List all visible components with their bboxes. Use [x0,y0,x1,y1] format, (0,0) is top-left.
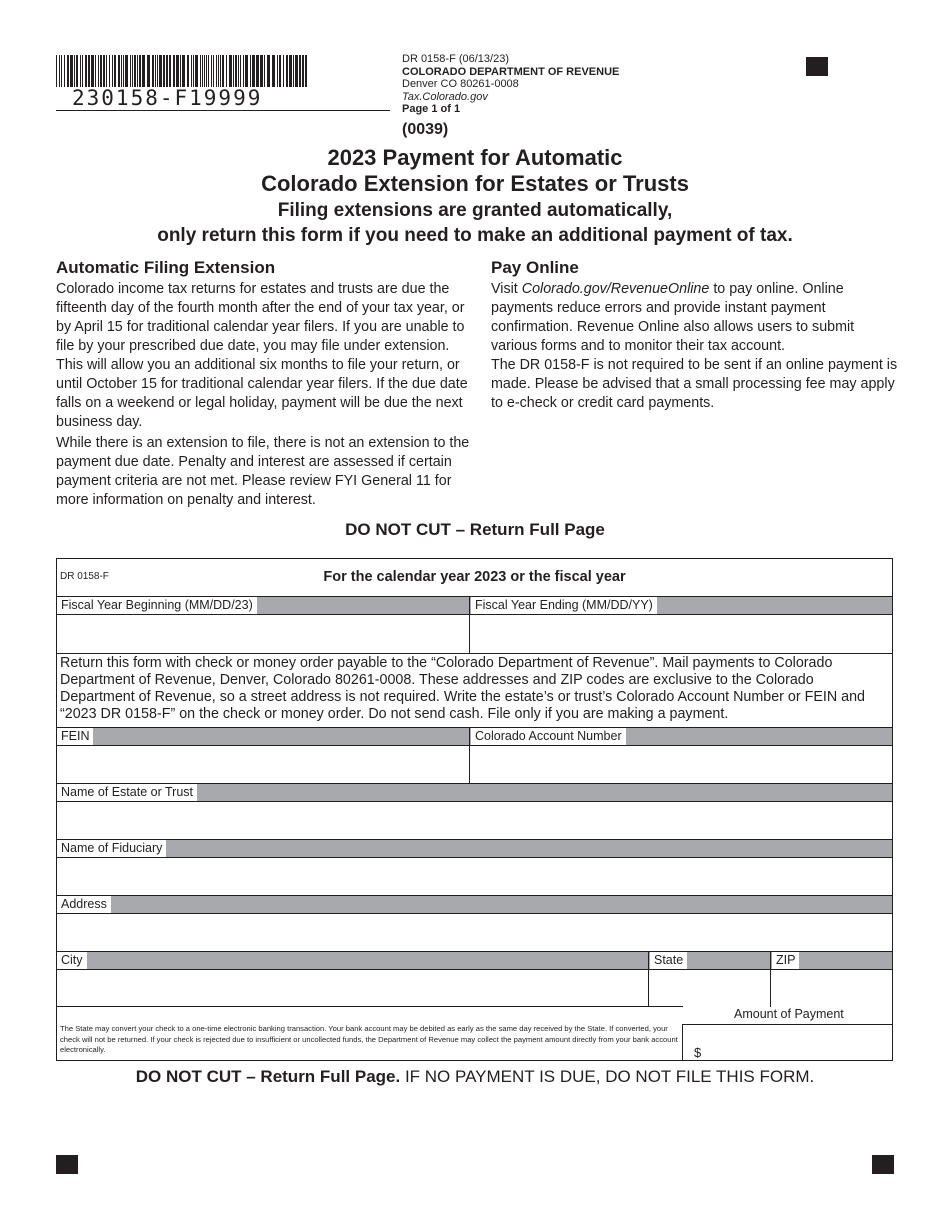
paragraph-rest: to pay online. Online payments reduce errors and provide instant payment confirmation. Revenue Online also allows users to submit various forms and to monitor their tax account. [491,281,855,354]
section-heading: Automatic Filing Extension [56,258,276,277]
barcode-underline [56,110,390,111]
form-header-info [402,53,619,116]
state-input[interactable] [649,970,770,1006]
zip-input[interactable] [771,970,890,1006]
pay-online-section [491,258,901,413]
fiscal-year-beginning-input[interactable] [57,615,469,652]
estate-name-input[interactable] [57,802,890,838]
fein-label: FEIN [57,728,93,745]
paragraph: Colorado income tax returns for estates and trusts are due the fifteenth day of the fourth month after the end of your tax year, or by April 15 for traditional calendar year filers. If you are unable to file by your prescribed due date, you may file under extension. This will allow you an additional six months to file your return, or until October 15 for traditional calendar year filers. If the due date falls on a weekend or legal holiday, payment will be due the next business day. [56,281,468,430]
city-input[interactable] [57,970,648,1006]
colorado-account-number-input[interactable] [470,746,890,782]
registration-mark-top-right [806,57,828,76]
fiscal-year-ending-label: Fiscal Year Ending (MM/DD/YY) [471,597,657,614]
page-title: 2023 Payment for Automatic [327,145,623,170]
fiscal-year-beginning-label: Fiscal Year Beginning (MM/DD/23) [57,597,257,614]
label-bar [57,952,892,969]
form-heading: For the calendar year 2023 or the fiscal year [323,569,626,585]
dollar-sign: $ [694,1045,702,1060]
footer-bold-text: DO NOT CUT – Return Full Page. [135,1067,401,1086]
page-title-line2: Colorado Extension for Estates or Trusts [261,171,689,196]
zip-label: ZIP [772,952,799,969]
label-bar [57,840,892,857]
fiduciary-name-label: Name of Fiduciary [57,840,166,857]
state-label: State [650,952,687,969]
form-revision: DR 0158-F (06/13/23) [402,53,509,65]
address-input[interactable] [57,914,890,950]
footer-notice [0,1067,950,1087]
paragraph: The DR 0158-F is not required to be sent if an online payment is made. Please be advised that a small processing fee may apply to e-check or credit card payments. [491,357,898,411]
estate-name-label: Name of Estate or Trust [57,784,197,801]
registration-mark-bottom-right [872,1155,894,1174]
section-heading: Pay Online [491,258,579,277]
amount-of-payment-label: Amount of Payment [734,1007,844,1021]
registration-mark-bottom-left [56,1155,78,1174]
barcode [56,55,310,87]
visit-text: Visit [491,281,518,297]
department-name: COLORADO DEPARTMENT OF REVENUE [402,65,620,78]
page-subtitle-line2: only return this form if you need to make an additional payment of tax. [157,225,793,246]
paragraph [491,280,901,356]
footer-text: IF NO PAYMENT IS DUE, DO NOT FILE THIS FORM. [400,1067,815,1086]
automatic-filing-extension-section [56,258,474,510]
page-subtitle: Filing extensions are granted automatically, [277,200,673,221]
city-label: City [57,952,87,969]
electronic-conversion-notice: The State may convert your check to a one-time electronic banking transaction. Your bank account may be debited as early as the same day received by the State. If converted, your check will not be returned. If your check is rejected due to insufficient or uncollected funds, the Department of Revenue may collect the payment amount directly from your bank account electronically. [60,1024,678,1054]
barcode-number: 230158-F19999 [72,86,263,110]
mailing-instructions: Return this form with check or money order payable to the “Colorado Department of Revenue”. Mail payments to Colorado Department of Revenue, Denver, Colorado 80261-0008. These addresses and ZIP codes are exclusive to the Colorado Department of Revenue, so a street address is not required. Write the estate’s or trust’s Colorado Account Number or FEIN and “2023 DR 0158-F” on the check or money order. Do not send cash. File only if you are making a payment. [60,655,865,722]
fiscal-year-ending-input[interactable] [470,615,890,652]
form-code: (0039) [402,121,449,138]
department-address: Denver CO 80261-0008 [402,78,519,90]
website: Tax.Colorado.gov [402,90,488,103]
colorado-account-number-label: Colorado Account Number [471,728,626,745]
paragraph: While there is an extension to file, there is not an extension to the payment due date. Penalty and interest are assessed if certain payment criteria are not met. Please review FYI General 11 for more information on penalty and interest. [56,435,470,508]
page-number: Page 1 of 1 [402,103,461,115]
amount-of-payment-input[interactable] [705,1026,891,1059]
revenue-online-link[interactable]: Colorado.gov/RevenueOnline [521,281,710,297]
fein-input[interactable] [57,746,469,782]
do-not-cut-notice: DO NOT CUT – Return Full Page [345,520,605,539]
address-label: Address [57,896,111,913]
form-id: DR 0158-F [60,571,109,582]
fiduciary-name-input[interactable] [57,858,890,894]
label-bar [57,896,892,913]
payment-form [56,558,893,1061]
